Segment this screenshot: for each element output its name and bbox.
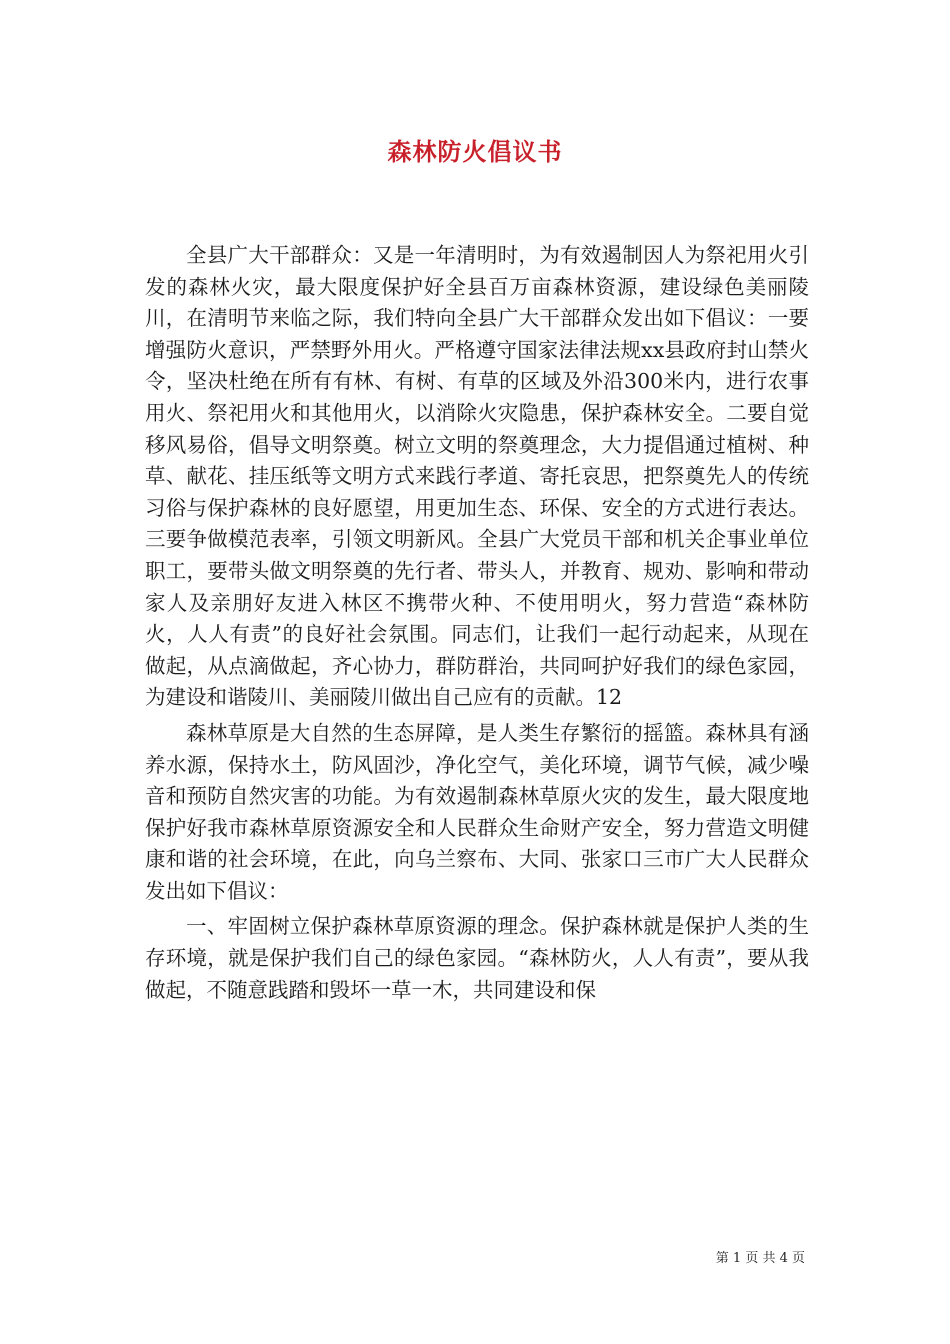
paragraph-2: 森林草原是大自然的生态屏障，是人类生存繁衍的摇篮。森林具有涵养水源，保持水土，防风固沙，净化空气，美化环境，调节气候，减少噪音和预防自然灾害的功能。为有效遏制森林草原火灾的发生，最大限度地保护好我市森林草原资源安全和人民群众生命财产安全，努力营造文明健康和谐的社会环境，在此，向乌兰察布、大同、张家口三市广大人民群众发出如下倡议： <box>145 720 809 903</box>
paragraph-3: 一、牢固树立保护森林草原资源的理念。保护森林就是保护人类的生存环境，就是保护我们自己的绿色家园。“森林防火，人人有责”，要从我做起，不随意践踏和毁坏一草一木，共同建设和保 <box>145 914 809 1002</box>
paragraph-1: 全县广大干部群众：又是一年清明时，为有效遏制因人为祭祀用火引发的森林火灾，最大限度保护好全县百万亩森林资源，建设绿色美丽陵川，在清明节来临之际，我们特向全县广大干部群众发出如下倡议：一要增强防火意识，严禁野外用火。严格遵守国家法律法规xx县政府封山禁火令，坚决杜绝在所有有林、有树、有草的区域及外沿300米内，进行农事用火、祭祀用火和其他用火，以消除火灾隐患，保护森林安全。二要自觉移风易俗，倡导文明祭奠。树立文明的祭奠理念，大力提倡通过植树、种草、献花、挂压纸等文明方式来践行孝道、寄托哀思，把祭奠先人的传统习俗与保护森林的良好愿望，用更加生态、环保、安全的方式进行表达。三要争做模范表率，引领文明新风。全县广大党员干部和机关企事业单位职工，要带头做文明祭奠的先行者、带头人，并教育、规劝、影响和带动家人及亲朋好友进入林区不携带火种、不使用明火，努力营造“森林防火，人人有责”的良好社会氛围。同志们，让我们一起行动起来，从现在做起，从点滴做起，齐心协力，群防群治，共同呵护好我们的绿色家园，为建设和谐陵川、美丽陵川做出自己应有的贡献。12 <box>145 243 809 710</box>
page-number-footer: 第 1 页 共 4 页 <box>715 1251 805 1266</box>
document-body <box>145 240 809 1006</box>
document-title: 森林防火倡议书 <box>387 137 563 166</box>
